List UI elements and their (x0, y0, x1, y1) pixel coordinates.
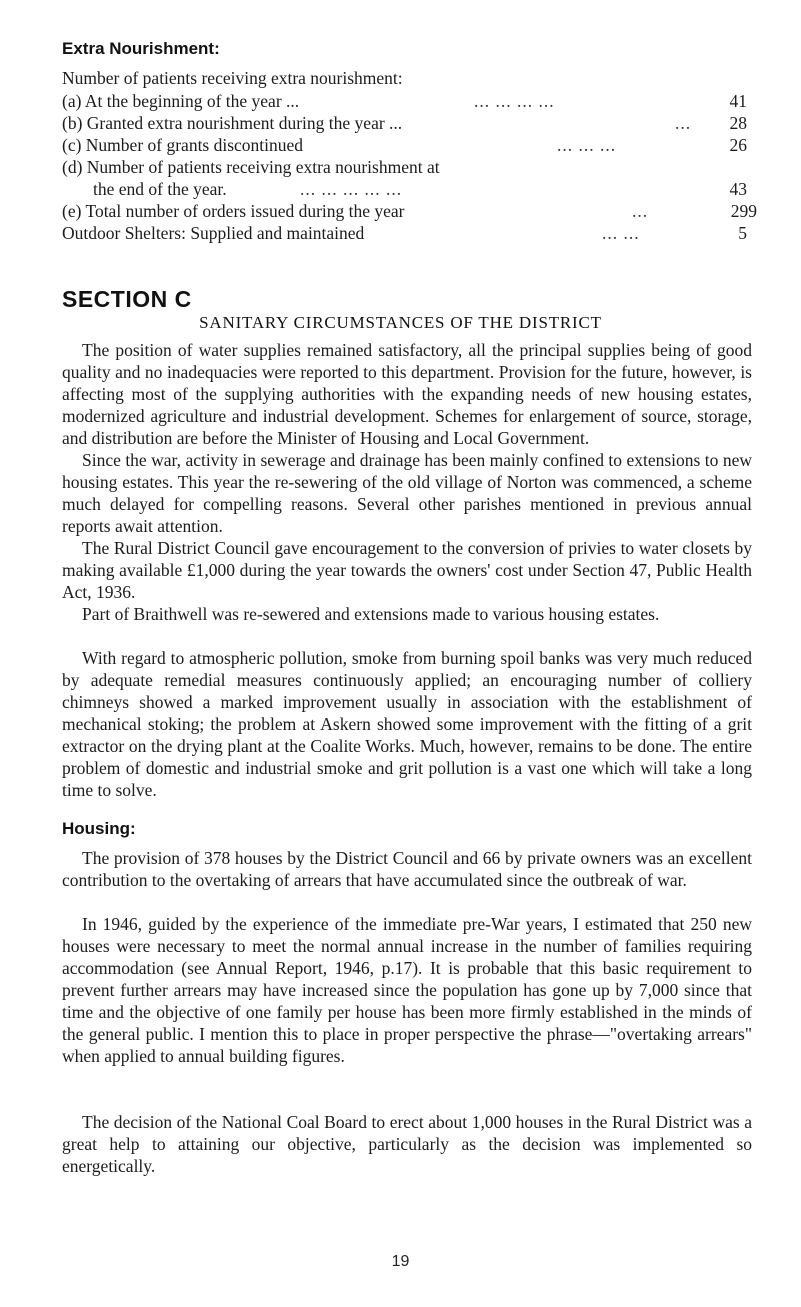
paragraph-braithwell: Part of Braithwell was re-sewered and extensions made to various housing estates. (82, 604, 660, 624)
list-item (62, 157, 752, 179)
section-subtitle: SANITARY CIRCUMSTANCES OF THE DISTRICT (199, 313, 602, 332)
list-item-leader: ... (632, 201, 649, 221)
list-item-value: 299 (730, 201, 757, 221)
paragraph-privies: The Rural District Council gave encouragement to the conversion of privies to water closets by making available £1,000 during the year towards the owners' cost under Section 47, Public Health Act, 1936. (62, 538, 752, 602)
list-item-label: the end of the year. (93, 179, 227, 199)
list-item-leader: ... ... ... ... ... (300, 179, 403, 199)
list-item (62, 91, 752, 113)
list-item (62, 113, 752, 135)
list-item-label: (e) Total number of orders issued during the year (62, 201, 405, 221)
housing-heading: Housing: (62, 819, 136, 838)
list-item (62, 223, 752, 245)
section-title-text: SECTION C (62, 286, 192, 312)
paragraph-housing-estimate: In 1946, guided by the experience of the immediate pre-War years, I estimated that 250 new houses were necessary to meet the normal annual increase in the number of families requiring accommodation (see Annual Report, 1946, p.17). It is probable that this basic requirement to prevent further arrears may have increased since the population has gone up by 7,000 since that time and the objective of one family per house has been more firmly established in the minds of the general public. I mention this to place in proper perspective the phrase—"overtaking arrears" when applied to annual building figures. (62, 914, 752, 1066)
list-item (62, 135, 752, 157)
paragraph-coal-board: The decision of the National Coal Board to erect about 1,000 houses in the Rural District was a great help to attaining our objective, particularly as the decision was implemented so energetically. (62, 1112, 752, 1176)
list-item-leader: ... ... ... (557, 135, 617, 155)
list-item-value: 5 (738, 223, 747, 243)
list-item-label: (b) Granted extra nourishment during the year ... (62, 113, 403, 133)
paragraph-atmospheric-pollution: With regard to atmospheric pollution, smoke from burning spoil banks was very much reduced by adequate remedial measures continuously applied; an encouraging number of colliery chimneys showed a marked improvement usually in association with the establishment of mechanical stoking; the problem at Askern showed some improvement with the fitting of a grit extractor on the drying plant at the Coalite Works. Much, however, remains to be done. The entire problem of domestic and industrial smoke and grit pollution is a vast one which will take a long time to solve. (62, 648, 752, 800)
list-item (62, 201, 757, 223)
list-item-value: 26 (729, 135, 747, 155)
list-item-leader: ... ... ... ... (474, 91, 555, 111)
list-item-label: Outdoor Shelters: Supplied and maintained (62, 223, 365, 243)
paragraph-sewerage: Since the war, activity in sewerage and drainage has been mainly confined to extensions to new housing estates. This year the re-sewering of the old village of Norton was commenced, a scheme much delayed for compelling reasons. Several other parishes mentioned in previous annual reports await attention. (62, 450, 752, 536)
list-item-label: (a) At the beginning of the year ... (62, 91, 300, 111)
list-item-label: (c) Number of grants discontinued (62, 135, 304, 155)
page-number: 19 (391, 1253, 410, 1270)
list-item-label: (d) Number of patients receiving extra nourishment at (62, 157, 440, 177)
list-item-value: 41 (729, 91, 747, 111)
list-item-leader: ... (675, 113, 692, 133)
list-item-value: 43 (729, 179, 747, 199)
paragraph-water-supplies: The position of water supplies remained satisfactory, all the principal supplies being of good quality and no inadequacies were reported to this department. Provision for the future, however, is affecting most of the supplying authorities with the expanding needs of new housing estates, modernized agriculture and industrial development. Schemes for enlargement of source, storage, and distribution are before the Minister of Housing and Local Government. (62, 340, 752, 448)
paragraph-housing-provision: The provision of 378 houses by the District Council and 66 by private owners was an excellent contribution to the overtaking of arrears that have accumulated since the outbreak of war. (62, 848, 752, 890)
extra-nourishment-heading: Extra Nourishment: (62, 39, 220, 58)
extra-nourishment-intro: Number of patients receiving extra nourishment: (62, 68, 403, 88)
list-item (62, 179, 752, 201)
list-item-leader: ... ... (602, 223, 640, 243)
list-item-value: 28 (729, 113, 747, 133)
